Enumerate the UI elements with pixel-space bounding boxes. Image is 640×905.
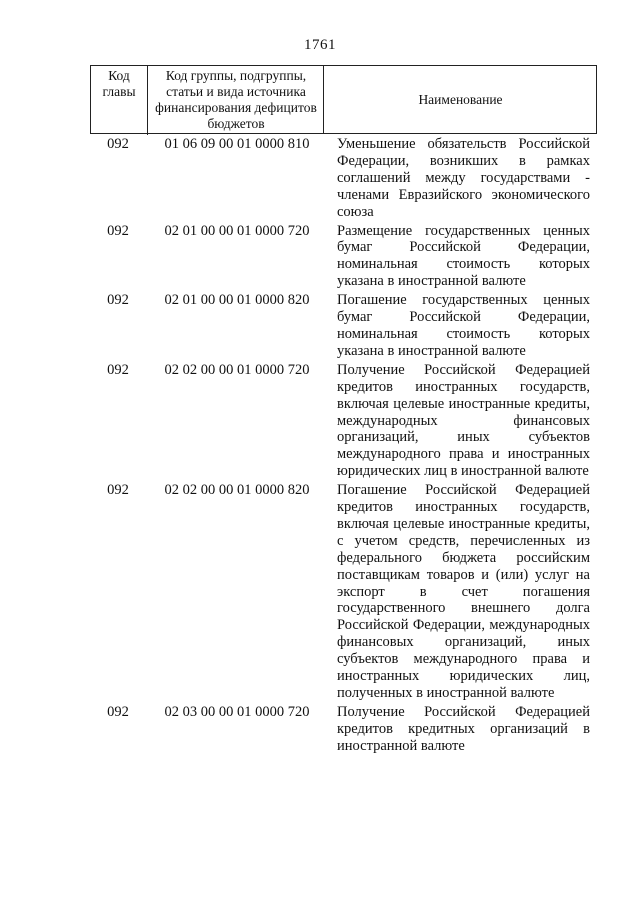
chapter-code-cell: 092 (107, 136, 129, 152)
source-code-cell: 01 06 09 00 01 0000 810 (164, 136, 310, 152)
name-cell: Получение Российской Федерацией кредитов иностранных государств, включая целевые иностранные кредиты, международных финансовых организаций, иных субъектов международного права и иностранных юридических лиц в иностранной валюте (337, 361, 590, 480)
table-row (90, 223, 600, 291)
name-cell: Уменьшение обязательств Российской Федерации, возникших в рамках соглашений между государствами - членами Евразийского экономического союза (337, 136, 590, 220)
chapter-code-cell: 092 (107, 361, 129, 378)
source-code-cell: 02 01 00 00 01 0000 720 (164, 222, 310, 239)
chapter-code-cell: 092 (107, 292, 129, 309)
chapter-code-cell: 092 (107, 482, 129, 499)
name-cell: Погашение Российской Федерацией кредитов иностранных государств, включая целевые иностранные кредиты, с учетом средств, перечисленных из федерального бюджета российским поставщикам товаров и (или) услуг на экспорт в счет погашения государственного внешнего долга Российской Федерации, международных финансовых организаций, иных субъектов международного права и иностранных юридических лиц, полученных в иностранной валюте (337, 482, 590, 701)
table-row (90, 292, 600, 360)
name-cell: Размещение государственных ценных бумаг Российской Федерации, номинальная стоимость которых указана в иностранной валюте (337, 222, 590, 290)
table-row (90, 362, 600, 480)
table-body (90, 136, 600, 755)
header-name: Наименование (323, 66, 597, 133)
source-code-cell: 02 01 00 00 01 0000 820 (164, 292, 310, 309)
table-header (90, 65, 597, 134)
header-source-code: Код группы, подгруппы, статьи и вида источника финансирования дефицитов бюджетов (147, 66, 324, 135)
chapter-code-cell: 092 (107, 703, 129, 720)
source-code-cell: 02 03 00 00 01 0000 720 (164, 703, 310, 720)
source-code-cell: 02 02 00 00 01 0000 820 (164, 482, 310, 499)
header-chapter-code: Код главы (102, 68, 136, 99)
name-cell: Получение Российской Федерацией кредитов кредитных организаций в иностранной валюте (337, 703, 590, 754)
chapter-code-cell: 092 (107, 222, 129, 239)
table-row (90, 482, 600, 702)
table-row (90, 136, 600, 221)
page-number: 1761 (304, 37, 336, 53)
source-code-cell: 02 02 00 00 01 0000 720 (164, 361, 310, 378)
table-row (90, 704, 600, 755)
name-cell: Погашение государственных ценных бумаг Российской Федерации, номинальная стоимость которых указана в иностранной валюте (337, 292, 590, 359)
